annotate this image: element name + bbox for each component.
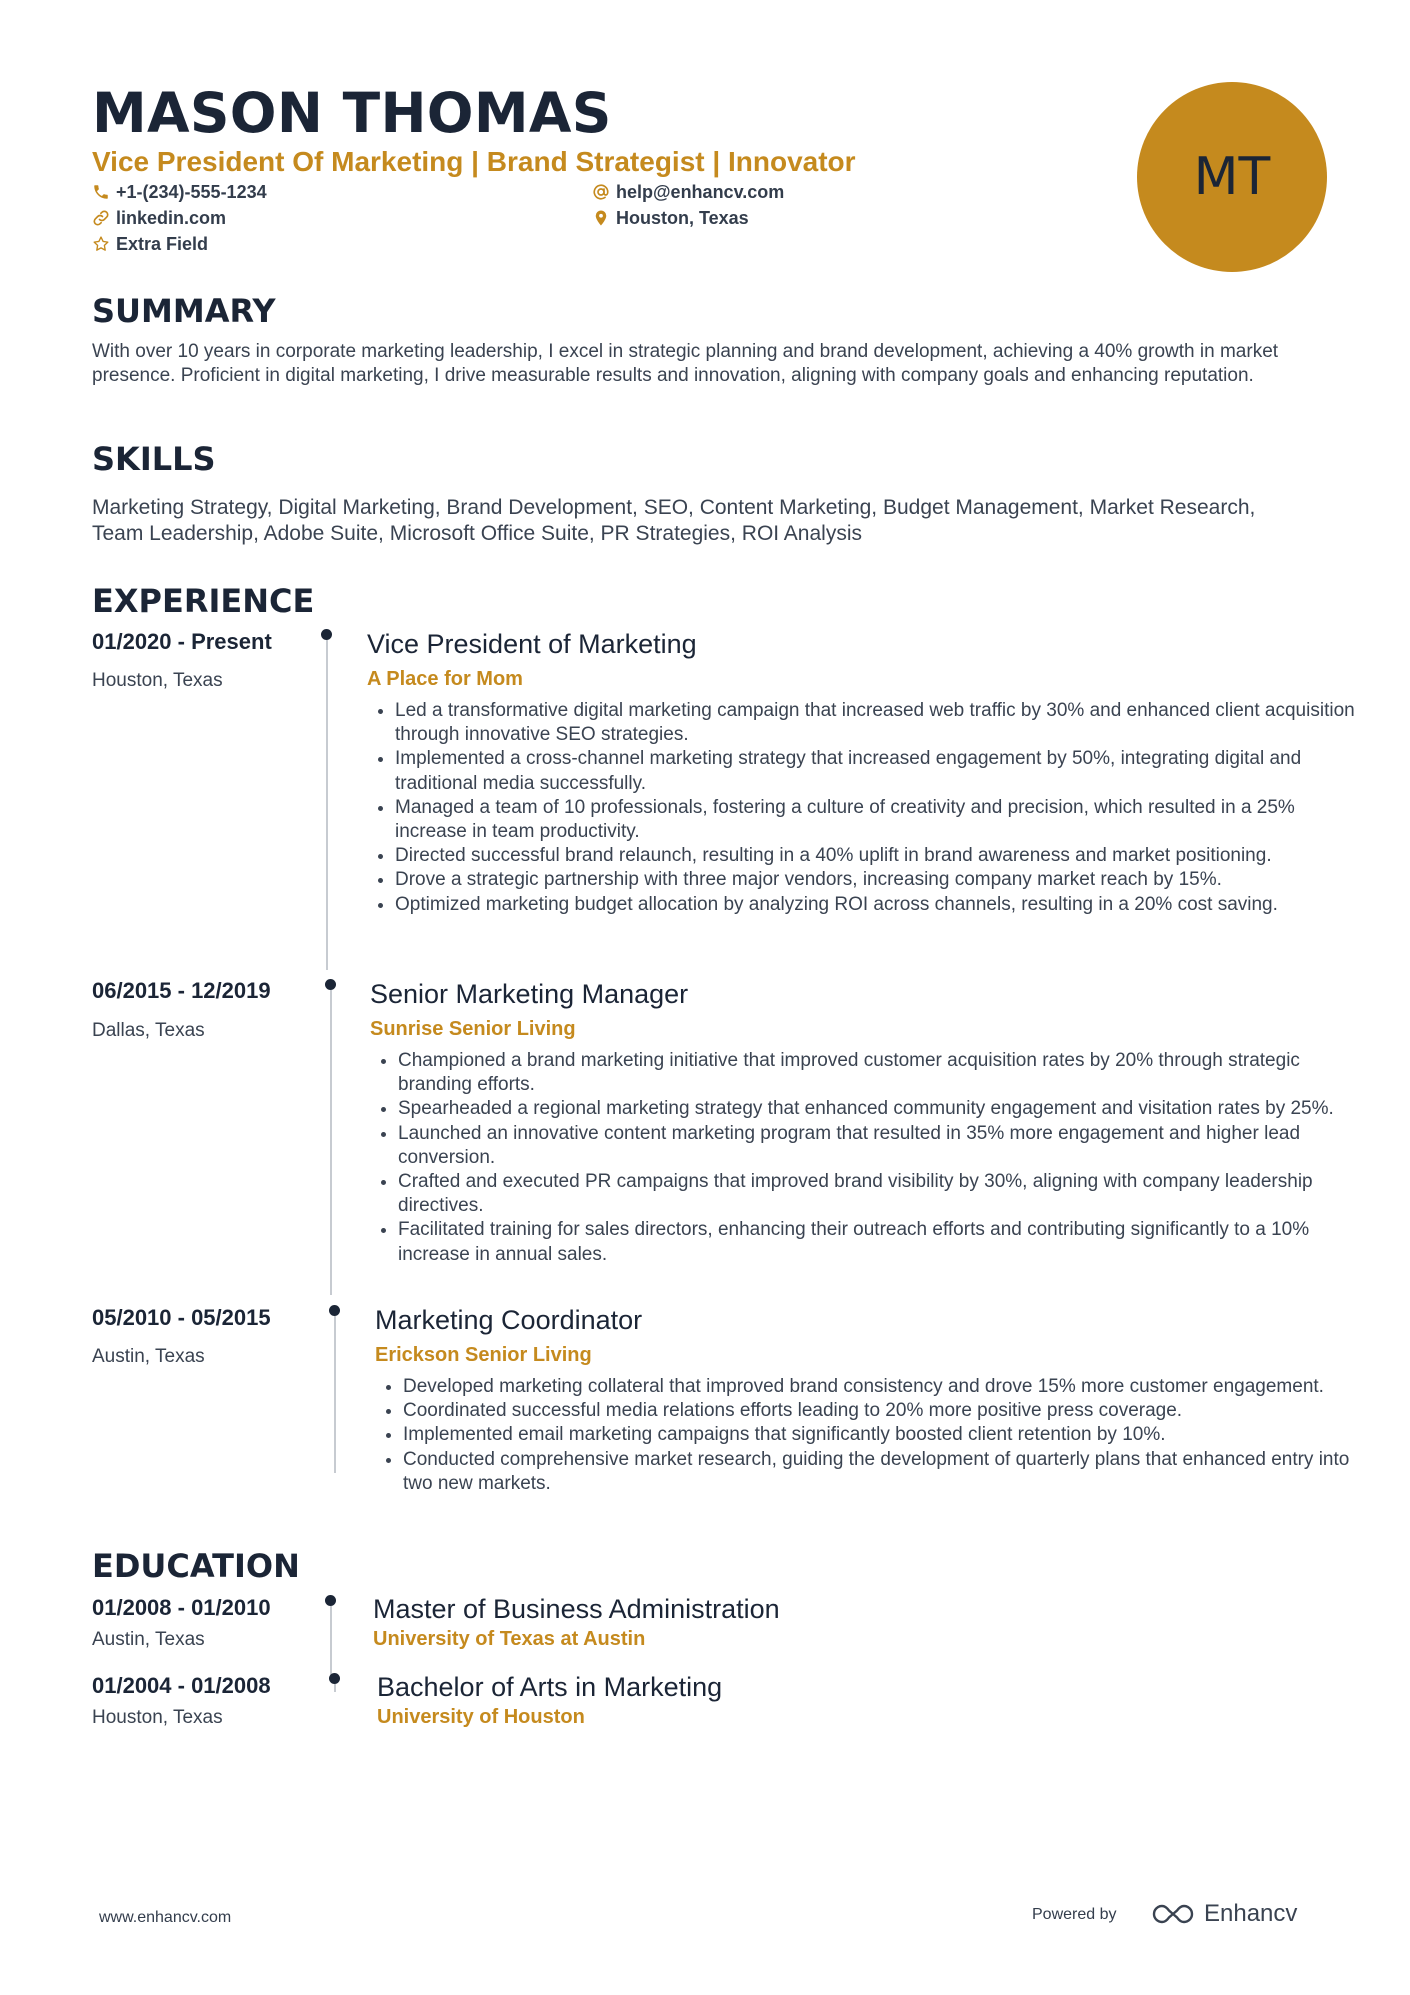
- job-bullet: • Optimized marketing budget allocation by analyzing ROI across channels, resulting in a 20% cost saving.: [395, 893, 1365, 917]
- job-bullet: • Managed a team of 10 professionals, fostering a culture of creativity and precision, which resulted in a 25% increase in team productivity.: [395, 796, 1365, 844]
- job-dates: 05/2010 - 05/2015: [92, 1305, 271, 1330]
- map-pin-icon: [592, 209, 610, 227]
- edu-location: Houston, Texas: [92, 1707, 223, 1728]
- job-location: Dallas, Texas: [92, 1020, 205, 1041]
- avatar-initials: MT: [1193, 147, 1271, 207]
- timeline-line: [330, 1606, 332, 1676]
- enhancv-logo[interactable]: [1150, 1900, 1297, 1928]
- skills-heading: SKILLS: [92, 440, 216, 478]
- job-bullet: • Championed a brand marketing initiative that improved customer acquisition rates by 20% through strategic branding efforts.: [398, 1049, 1365, 1097]
- school-name: University of Houston: [377, 1706, 585, 1728]
- job-bullet: • Drove a strategic partnership with three major vendors, increasing company market reach by 15%.: [395, 868, 1365, 892]
- infinity-logo-icon: [1150, 1902, 1196, 1926]
- phone-icon: [92, 183, 110, 201]
- experience-heading: EXPERIENCE: [92, 582, 315, 620]
- email-text: help@enhancv.com: [616, 182, 785, 202]
- timeline-line: [330, 990, 332, 1295]
- job-bullet: • Launched an innovative content marketing program that resulted in 35% more engagement and higher lead conversion.: [398, 1122, 1365, 1170]
- at-sign-icon: [592, 183, 610, 201]
- star-icon: [92, 235, 110, 253]
- contact-linkedin[interactable]: [92, 206, 226, 230]
- school-name: University of Texas at Austin: [373, 1628, 646, 1650]
- job-bullet: • Coordinated successful media relations efforts leading to 20% more positive press coverage.: [403, 1399, 1365, 1423]
- job-bullet: • Facilitated training for sales directors, enhancing their outreach efforts and contributing significantly to a 10% increase in annual sales.: [398, 1218, 1365, 1266]
- job-bullets: [370, 1049, 1365, 1267]
- job-bullet: • Led a transformative digital marketing campaign that increased web traffic by 30% and enhanced client acquisition through innovative SEO strategies.: [395, 699, 1365, 747]
- timeline-dot: [321, 629, 332, 640]
- timeline-dot: [329, 1305, 340, 1316]
- timeline-line: [334, 1684, 336, 1692]
- contact-location: [592, 206, 749, 230]
- education-heading: EDUCATION: [92, 1547, 300, 1585]
- avatar: [1137, 82, 1327, 272]
- job-title: Senior Marketing Manager: [370, 979, 689, 1009]
- link-icon: [92, 209, 110, 227]
- job-title: Vice President of Marketing: [367, 629, 697, 659]
- degree-title: Bachelor of Arts in Marketing: [377, 1672, 723, 1702]
- job-bullet: • Developed marketing collateral that improved brand consistency and drove 15% more customer engagement.: [403, 1375, 1365, 1399]
- job-bullets: [367, 699, 1365, 917]
- contact-email[interactable]: [592, 180, 784, 204]
- job-location: Houston, Texas: [92, 670, 223, 691]
- summary-heading: SUMMARY: [92, 292, 276, 330]
- edu-dates: 01/2004 - 01/2008: [92, 1673, 271, 1698]
- job-bullet: • Conducted comprehensive market research, guiding the development of quarterly plans that enhanced entry into two new markets.: [403, 1448, 1365, 1496]
- contact-phone: [92, 180, 267, 204]
- job-bullet: • Crafted and executed PR campaigns that improved brand visibility by 30%, aligning with company leadership directives.: [398, 1170, 1365, 1218]
- job-bullet: • Directed successful brand relaunch, resulting in a 40% uplift in brand awareness and market positioning.: [395, 844, 1365, 868]
- edu-location: Austin, Texas: [92, 1629, 205, 1650]
- edu-dates: 01/2008 - 01/2010: [92, 1595, 271, 1620]
- timeline-line: [334, 1316, 336, 1473]
- job-title: Marketing Coordinator: [375, 1305, 643, 1335]
- brand-name: Enhancv: [1204, 1900, 1298, 1927]
- job-bullet: • Implemented a cross-channel marketing strategy that increased engagement by 50%, integrating digital and traditional media successfully.: [395, 747, 1365, 795]
- job-location: Austin, Texas: [92, 1346, 205, 1367]
- linkedin-text: linkedin.com: [116, 208, 227, 228]
- timeline-dot: [329, 1673, 340, 1684]
- timeline-dot: [325, 1595, 336, 1606]
- job-company: Erickson Senior Living: [375, 1344, 592, 1366]
- timeline-dot: [325, 979, 336, 990]
- footer-website-link[interactable]: www.enhancv.com: [99, 1909, 232, 1926]
- summary-text: With over 10 years in corporate marketing leadership, I excel in strategic planning and brand development, achieving a 40% growth in market presence. Proficient in digital marketing, I drive measurable results and innovation, aligning with company goals and enhancing reputation.: [92, 341, 1279, 386]
- powered-by-label: Powered by: [1032, 1906, 1117, 1923]
- contact-extra: [92, 232, 208, 256]
- job-dates: 06/2015 - 12/2019: [92, 978, 271, 1003]
- job-dates: 01/2020 - Present: [92, 629, 272, 654]
- timeline-line: [326, 640, 328, 970]
- candidate-name: MASON THOMAS: [92, 81, 612, 145]
- candidate-headline: Vice President Of Marketing | Brand Strategist | Innovator: [92, 146, 856, 177]
- skills-text: Marketing Strategy, Digital Marketing, Brand Development, SEO, Content Marketing, Budget Management, Market Research, Team Leadership, Adobe Suite, Microsoft Office Suite, PR Strategies, ROI Analysis: [92, 496, 1256, 545]
- location-text: Houston, Texas: [616, 208, 749, 228]
- job-company: A Place for Mom: [367, 668, 523, 690]
- degree-title: Master of Business Administration: [373, 1594, 780, 1624]
- job-bullet: • Implemented email marketing campaigns that significantly boosted client retention by 10%.: [403, 1423, 1365, 1447]
- extra-field-text: Extra Field: [116, 234, 209, 254]
- job-bullet: • Spearheaded a regional marketing strategy that enhanced community engagement and visitation rates by 25%.: [398, 1097, 1365, 1121]
- job-company: Sunrise Senior Living: [370, 1018, 576, 1040]
- phone-text: +1-(234)-555-1234: [116, 182, 267, 202]
- job-bullets: [375, 1375, 1365, 1496]
